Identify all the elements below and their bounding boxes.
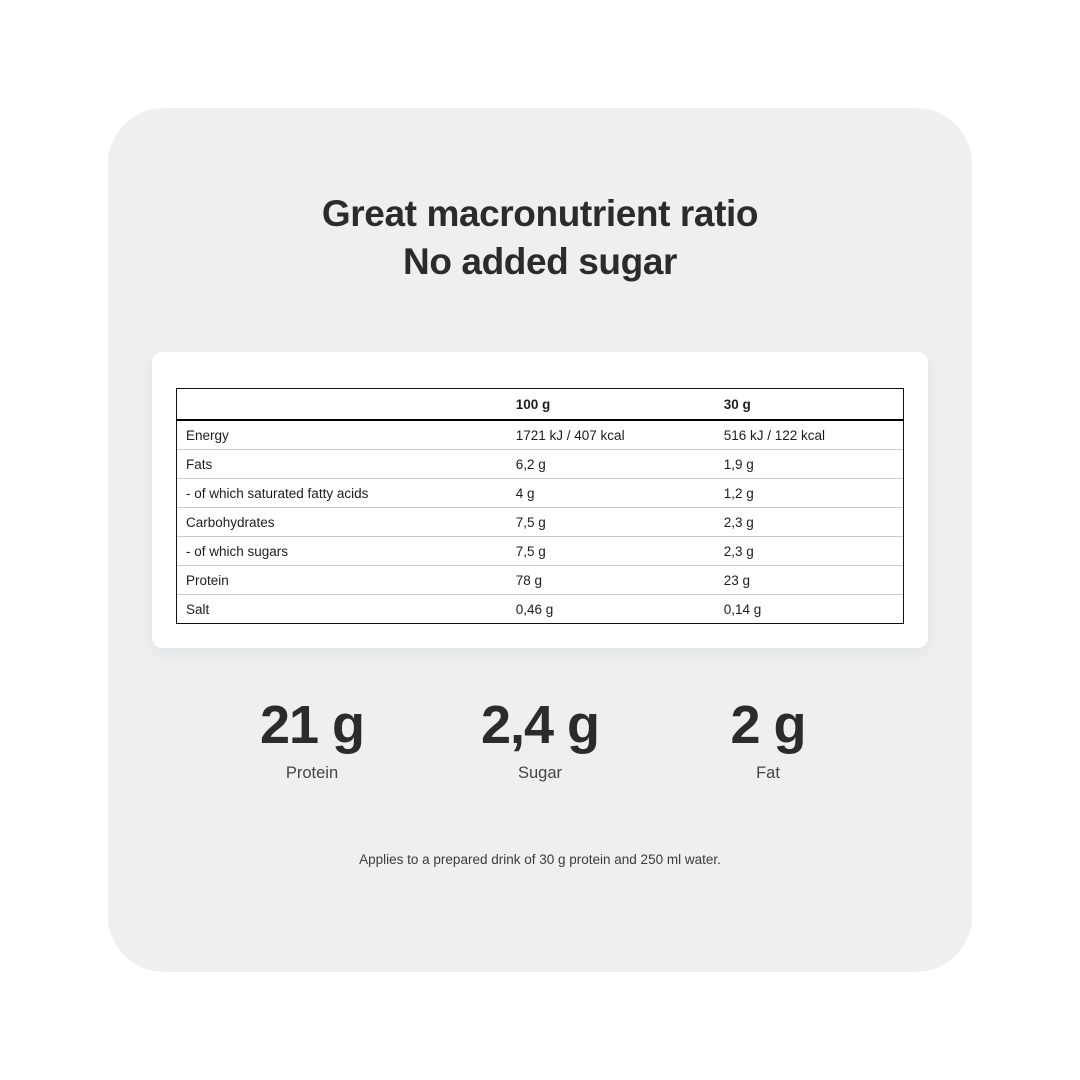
table-row: [177, 595, 903, 624]
stat-value: 21 g: [259, 695, 365, 755]
table-row: [177, 566, 903, 595]
row-label: Energy: [177, 420, 516, 450]
row-value-30g: 2,3 g: [724, 537, 903, 566]
nutrition-table-border: [176, 388, 904, 624]
row-label: Protein: [177, 566, 516, 595]
row-value-30g: 2,3 g: [724, 508, 903, 537]
info-card: [108, 108, 972, 972]
row-label: - of which sugars: [177, 537, 516, 566]
table-row: [177, 479, 903, 508]
row-value-100g: 7,5 g: [516, 537, 724, 566]
nutrition-table-head: [177, 389, 903, 420]
stat-protein: [198, 696, 426, 783]
row-value-30g: 23 g: [724, 566, 903, 595]
stat-fat: [654, 696, 882, 783]
nutrition-table-card: [152, 352, 928, 648]
row-value-100g: 4 g: [516, 479, 724, 508]
column-header-name: [177, 389, 516, 420]
row-value-100g: 7,5 g: [516, 508, 724, 537]
headline: [108, 190, 972, 286]
table-row: [177, 537, 903, 566]
table-row: [177, 450, 903, 479]
stat-sugar: [426, 696, 654, 783]
table-header-row: [177, 389, 903, 420]
headline-line-2: No added sugar: [403, 241, 677, 282]
row-value-100g: 0,46 g: [515, 601, 554, 617]
stat-value: 2,4 g: [480, 695, 600, 755]
row-label: Carbohydrates: [177, 508, 516, 537]
row-label: - of which saturated fatty acids: [177, 479, 516, 508]
footnote: Applies to a prepared drink of 30 g protein and 250 ml water.: [359, 852, 721, 867]
column-header-100g: 100 g: [516, 389, 724, 420]
stat-label: Protein: [285, 764, 339, 782]
table-row: [177, 508, 903, 537]
row-value-100g: 78 g: [516, 566, 724, 595]
headline-line-1: Great macronutrient ratio: [321, 193, 759, 234]
table-row: [177, 420, 903, 450]
stat-label: Fat: [756, 764, 780, 782]
stat-value: 2 g: [730, 695, 806, 755]
stat-label: Sugar: [517, 764, 563, 782]
macro-stats: [108, 696, 972, 783]
row-label: Salt: [186, 601, 210, 617]
row-value-100g: 1721 kJ / 407 kcal: [516, 420, 724, 450]
row-value-30g: 1,2 g: [724, 479, 903, 508]
row-label: Fats: [177, 450, 516, 479]
nutrition-table-body: [177, 420, 903, 623]
row-value-100g: 6,2 g: [516, 450, 724, 479]
nutrition-table: [177, 389, 903, 623]
column-header-30g: 30 g: [724, 389, 903, 420]
row-value-30g: 516 kJ / 122 kcal: [724, 420, 903, 450]
row-value-30g: 1,9 g: [724, 450, 903, 479]
row-value-30g: 0,14 g: [723, 601, 762, 617]
